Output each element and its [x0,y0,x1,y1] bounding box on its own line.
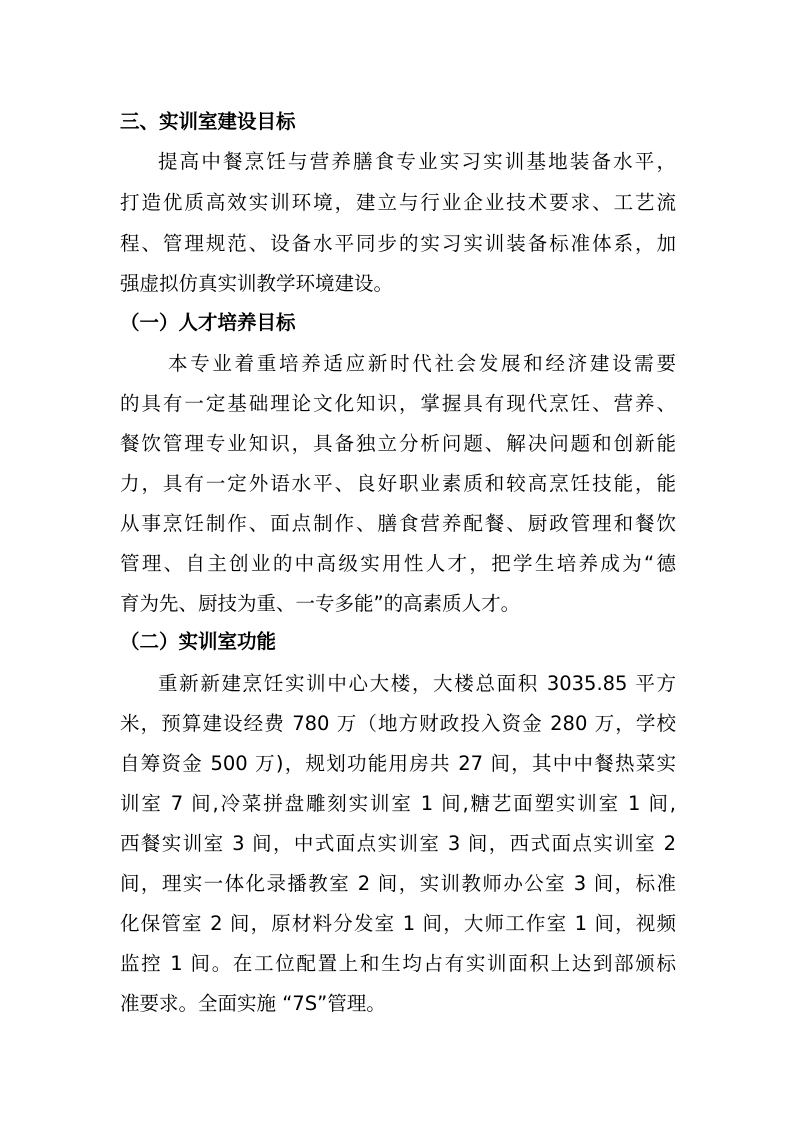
sub1-line-2: 的具有一定基础理论文化知识，掌握具有现代烹饪、营养、 [120,392,676,415]
intro-line-2: 打造优质高效实训环境，建立与行业企业技术要求、工艺流 [120,191,676,214]
sub1-line-5: 从事烹饪制作、面点制作、膳食营养配餐、厨政管理和餐饮 [120,512,676,535]
sub2-line-1: 重新新建烹饪实训中心大楼，大楼总面积 3035.85 平方 [158,672,676,695]
sub2-line-2: 米，预算建设经费 780 万（地方财政投入资金 280 万，学校 [120,712,676,735]
intro-line-4: 强虚拟仿真实训教学环境建设。 [120,272,394,295]
sub2-line-6: 间，理实一体化录播教室 2 间，实训教师办公室 3 间，标准 [120,872,676,895]
sub2-line-8: 监控 1 间。在工位配置上和生均占有实训面积上达到部颁标 [120,952,676,975]
intro-line-1: 提高中餐烹饪与营养膳食专业实习实训基地装备水平， [158,150,676,173]
section-title: 三、实训室建设目标 [120,110,296,133]
sub1-line-1: 本专业着重培养适应新时代社会发展和经济建设需要 [168,352,676,375]
sub1-line-3: 餐饮管理专业知识，具备独立分析问题、解决问题和创新能 [120,432,676,455]
sub2-line-4: 训室 7 间,冷菜拼盘雕刻实训室 1 间,糖艺面塑实训室 1 间, [120,792,676,815]
sub1-line-6: 管理、自主创业的中高级实用性人才，把学生培养成为“德 [120,552,676,575]
intro-line-3: 程、管理规范、设备水平同步的实习实训装备标准体系，加 [120,232,676,255]
sub2-line-9: 准要求。全面实施 “7S”管理。 [120,992,386,1015]
sub2-line-3: 自筹资金 500 万)，规划功能用房共 27 间，其中中餐热菜实 [120,752,676,775]
sub1-line-7: 育为先、厨技为重、一专多能”的高素质人才。 [120,592,521,615]
subsection-2-title: （二）实训室功能 [120,630,277,653]
sub1-line-4: 力，具有一定外语水平、良好职业素质和较高烹饪技能，能 [120,472,676,495]
subsection-1-title: （一）人才培养目标 [120,311,296,334]
sub2-line-5: 西餐实训室 3 间，中式面点实训室 3 间，西式面点实训室 2 [120,832,676,855]
sub2-line-7: 化保管室 2 间，原材料分发室 1 间，大师工作室 1 间，视频 [120,912,676,935]
